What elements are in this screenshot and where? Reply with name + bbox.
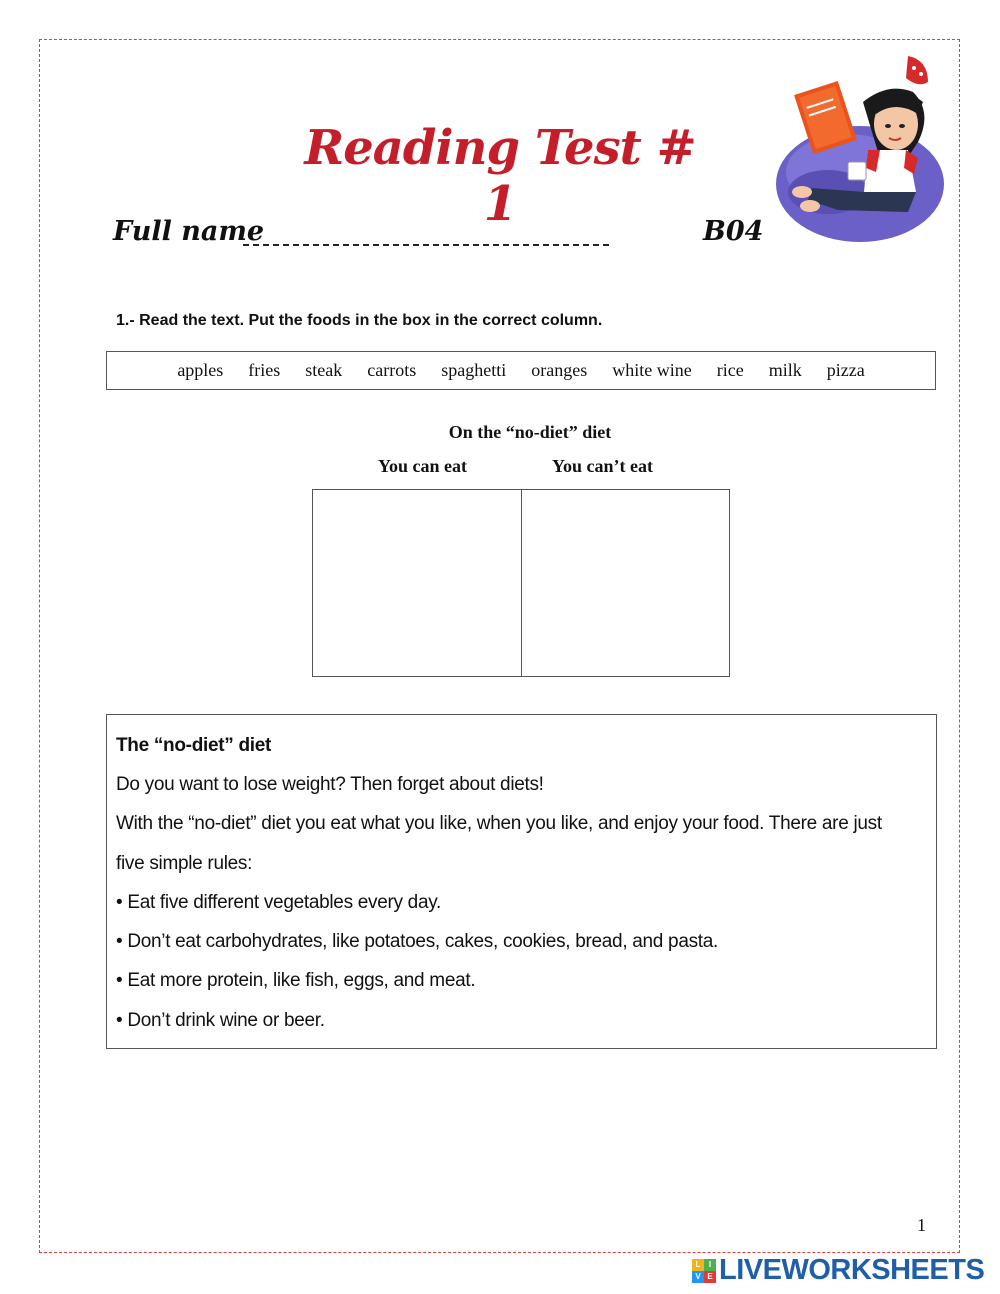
passage-rule: • Eat five different vegetables every day. xyxy=(116,891,441,913)
passage-line: With the “no-diet” diet you eat what you like, when you like, and enjoy your food. There are just xyxy=(116,813,882,835)
word-chip[interactable]: pizza xyxy=(826,360,865,380)
sort-table xyxy=(312,489,730,677)
word-chip[interactable]: apples xyxy=(177,360,224,380)
passage-rule: • Don’t drink wine or beer. xyxy=(116,1009,325,1031)
page-number: 1 xyxy=(917,1215,926,1235)
word-bank xyxy=(106,351,936,390)
liveworksheets-logo-icon: L I V E xyxy=(692,1259,716,1283)
liveworksheets-brand xyxy=(692,1254,984,1287)
reading-passage xyxy=(106,714,937,1049)
passage-rule: • Don’t eat carbohydrates, like potatoes, cakes, cookies, bread, and pasta. xyxy=(116,931,719,953)
passage-line: five simple rules: xyxy=(116,852,253,874)
page-title: Reading Test # 1 xyxy=(304,120,696,232)
word-chip[interactable]: oranges xyxy=(531,360,588,380)
word-chip[interactable]: milk xyxy=(768,360,802,380)
word-chip[interactable]: spaghetti xyxy=(441,360,507,380)
brand-name: LIVEWORKSHEETS xyxy=(719,1254,985,1286)
reading-girl-illustration xyxy=(768,42,944,246)
passage-rule: • Eat more protein, like fish, eggs, and meat. xyxy=(116,970,476,992)
sort-table-title: On the “no-diet” diet xyxy=(448,422,612,442)
word-chip[interactable]: rice xyxy=(716,360,744,380)
exercise-instruction: 1.- Read the text. Put the foods in the box in the correct column. xyxy=(116,312,603,329)
passage-title: The “no-diet” diet xyxy=(116,735,272,756)
word-chip[interactable]: steak xyxy=(305,360,343,380)
full-name-field[interactable] xyxy=(243,226,609,246)
drop-zone-can-eat[interactable] xyxy=(313,490,521,676)
full-name-label: Full name xyxy=(113,216,265,247)
drop-zone-cant-eat[interactable] xyxy=(521,490,730,676)
passage-line: Do you want to lose weight? Then forget about diets! xyxy=(116,774,544,795)
column-header-cant-eat: You can’t eat xyxy=(552,456,653,476)
group-label: B04 xyxy=(703,216,764,247)
word-chip[interactable]: fries xyxy=(248,360,281,380)
word-chip[interactable]: carrots xyxy=(367,360,417,380)
word-chip[interactable]: white wine xyxy=(612,360,692,380)
column-header-can-eat: You can eat xyxy=(378,456,467,476)
